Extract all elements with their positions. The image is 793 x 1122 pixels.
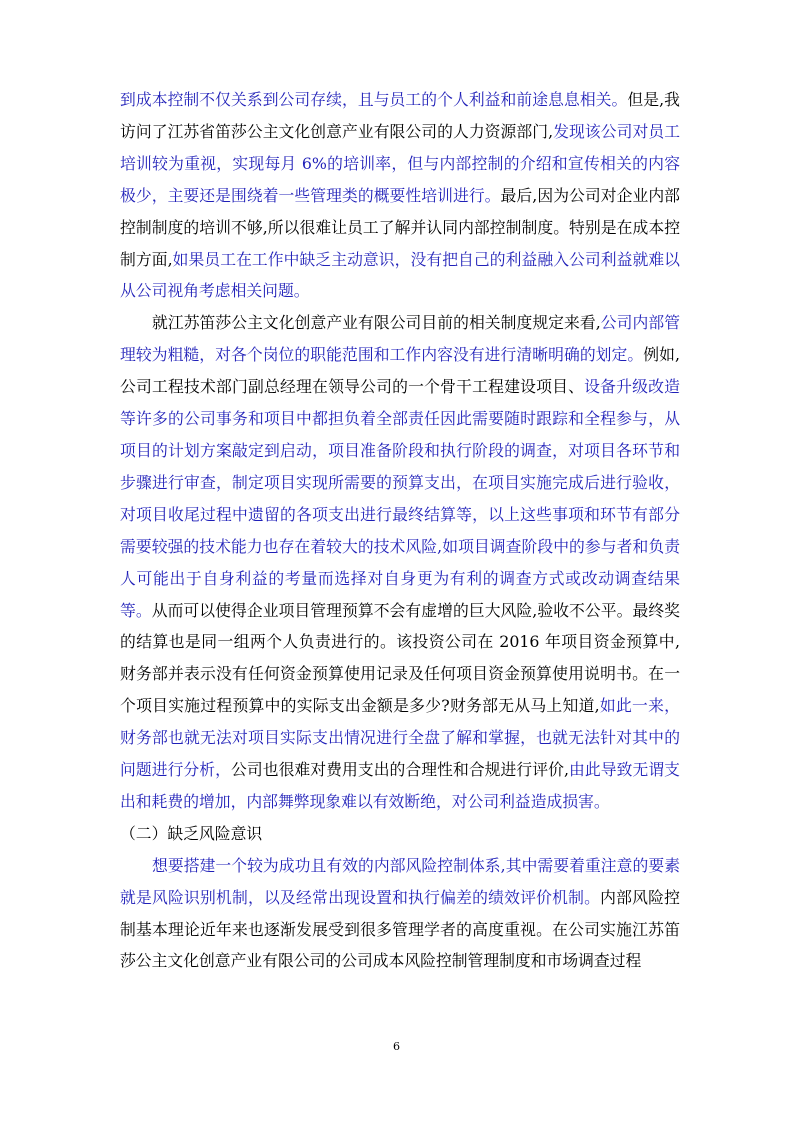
text-run: 但是,我访问了江苏省笛莎公主文化创意产业有限公司的人力资源部门, <box>120 90 680 141</box>
paragraph-1 <box>120 84 680 307</box>
paragraph-3 <box>120 850 680 978</box>
text-run: 到成本控制不仅关系到公司存续，且与员工的个人利益和前途息息相关。 <box>120 90 628 109</box>
text-run: 公司内部管理较为粗糙，对各个岗位的职能范围和工作内容没有进行清晰明确的划定。 <box>120 313 680 365</box>
page-number: 6 <box>393 1040 400 1053</box>
text-run: 从而可以使得企业项目管理预算不会有虚增的巨大风险,验收不公平。最终奖的结算也是同一组两个人负责进行的。该投资公司在 2016 年项目资金预算中,财务部并表示没有任何资金预算使用记录及任何项目资金预算使用说明书。在一个项目实施过程预算中的实际支出金额是多少?财务部无从马上知道, <box>120 600 680 716</box>
text-run: 公司也很难对费用支出的合理性和合规进行评价, <box>231 760 569 780</box>
text-run: 设备升级改造等许多的公司事务和项目中都担负着全部责任因此需要随时跟踪和全程参与，从项目的计划方案敲定到启动，项目准备阶段和执行阶段的调查，对项目各环节和步骤进行审查，制定项目实现所需要的预算支出，在项目实施完成后进行验收，对项目收尾过程中遗留的各项支出进行最终结算等，以上这些事项和环节有部分需要较强的技术能力也存在着较大的技术风险,如项目调查阶段中的参与者和负责人可能出于自身利益的考量而选择对自身更为有利的调查方式或改动调查结果等。 <box>120 377 680 620</box>
section-heading: （二）缺乏风险意识 <box>120 823 263 843</box>
text-run: 发现该公司对员工培训较为重视，实现每月 6%的培训率，但与内部控制的介绍和宣传相关的内容极少，主要还是围绕着一些管理类的概要性培训进行。 <box>120 121 680 205</box>
text-run: 由此导致无谓支出和耗费的增加，内部舞弊现象难以有效断绝，对公司利益造成损害。 <box>120 760 680 811</box>
text-run: 就江苏笛莎公主文化创意产业有限公司目前的相关制度规定来看, <box>152 313 601 333</box>
text-run: 如果员工在工作中缺乏主动意识，没有把自己的利益融入公司利益就难以从公司视角考虑相关问题。 <box>120 249 680 301</box>
text-run: 例如,公司工程技术部门副总经理在领导公司的一个骨干工程建设项目、 <box>120 345 680 397</box>
text-run: 如此一来，财务部也就无法对项目实际支出情况进行全盘了解和掌握，也就无法针对其中的问题进行分析， <box>120 696 680 780</box>
text-run: 最后,因为公司对企业内部控制制度的培训不够,所以很难让员工了解并认同内部控制制度。特别是在成本控制方面, <box>120 185 680 269</box>
paragraph-2 <box>120 307 680 818</box>
text-run: 想要搭建一个较为成功且有效的内部风险控制体系,其中需要着重注意的要素就是风险识别机制，以及经常出现设置和执行偏差的绩效评价机制。 <box>120 855 680 907</box>
document-body <box>120 84 680 977</box>
text-run: 内部风险控制基本理论近年来也逐渐发展受到很多管理学者的高度重视。在公司实施江苏笛莎公主文化创意产业有限公司的公司成本风险控制管理制度和市场调查过程 <box>120 887 680 971</box>
